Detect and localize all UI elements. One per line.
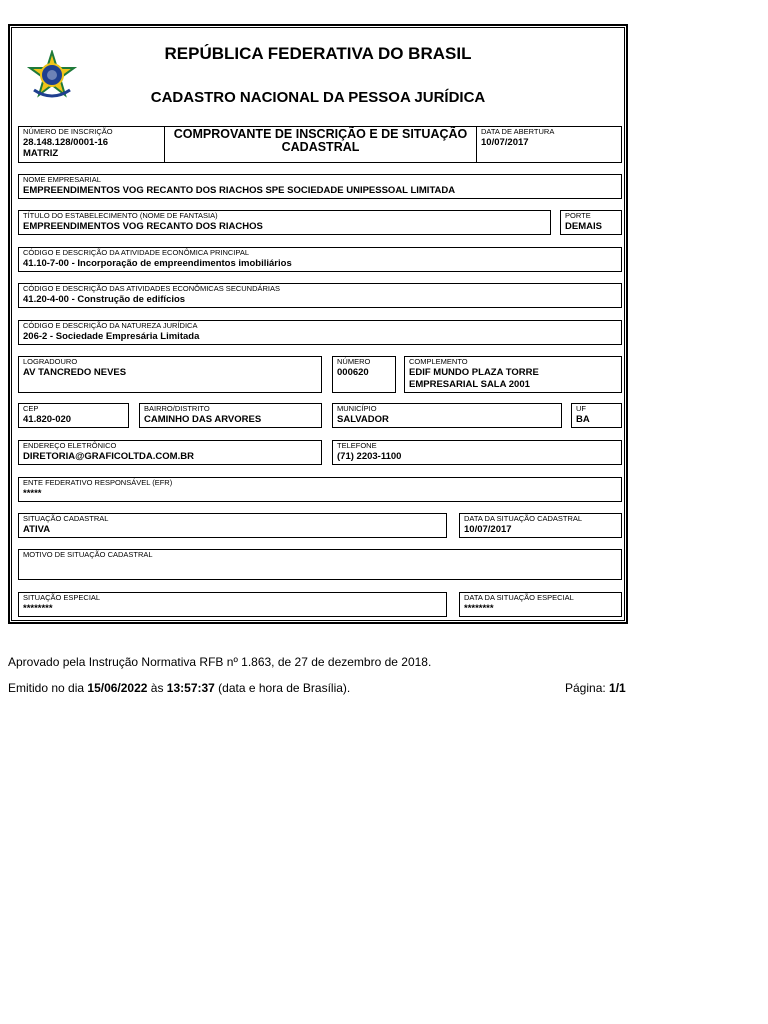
fantasia-box (18, 210, 551, 235)
situacao-box (18, 513, 447, 538)
emitted-mid: às (147, 681, 167, 695)
page-label: Página: (565, 681, 610, 695)
motivo-label: MOTIVO DE SITUAÇÃO CADASTRAL (23, 550, 153, 559)
fantasia-label: TÍTULO DO ESTABELECIMENTO (NOME DE FANTASIA) (23, 211, 218, 220)
emitted-date: 15/06/2022 (87, 681, 148, 695)
efr-box (18, 477, 622, 502)
bairro-box (139, 403, 322, 428)
natureza-juridica-label: CÓDIGO E DESCRIÇÃO DA NATUREZA JURÍDICA (23, 321, 198, 330)
complemento-label: COMPLEMENTO (409, 357, 468, 366)
atividades-secundarias-value: 41.20-4-00 - Construção de edifícios (23, 294, 186, 305)
emission-info (8, 681, 350, 695)
municipio-value: SALVADOR (337, 414, 389, 425)
numero-value: 000620 (337, 367, 369, 378)
page-value: 1/1 (609, 681, 626, 695)
uf-value: BA (576, 414, 590, 425)
bairro-label: BAIRRO/DISTRITO (144, 404, 210, 413)
logradouro-box (18, 356, 322, 393)
cep-label: CEP (23, 404, 39, 413)
atividade-principal-box (18, 247, 622, 272)
municipio-box (332, 403, 562, 428)
data-situacao-especial-box (459, 592, 622, 617)
atividades-secundarias-label: CÓDIGO E DESCRIÇÃO DAS ATIVIDADES ECONÔMICAS SECUNDÁRIAS (23, 284, 280, 293)
logradouro-value: AV TANCREDO NEVES (23, 367, 127, 378)
motivo-box (18, 549, 622, 580)
abertura-value: 10/07/2017 (481, 137, 529, 148)
emitted-prefix: Emitido no dia (8, 681, 88, 695)
document-title: COMPROVANTE DE INSCRIÇÃO E DE SITUAÇÃO CADASTRAL (173, 127, 468, 154)
inscricao-number: 28.148.128/0001-16 (23, 137, 109, 148)
emitted-suffix: (data e hora de Brasília). (214, 681, 351, 695)
logradouro-label: LOGRADOURO (23, 357, 78, 366)
data-situacao-especial-label: DATA DA SITUAÇÃO ESPECIAL (464, 593, 574, 602)
atividade-principal-value: 41.10-7-00 - Incorporação de empreendimentos imobiliários (23, 258, 292, 269)
numero-label: NÚMERO (337, 357, 371, 366)
data-situacao-value: 10/07/2017 (464, 524, 512, 535)
situacao-especial-value: ******** (23, 603, 53, 614)
efr-value: ***** (23, 488, 42, 499)
efr-label: ENTE FEDERATIVO RESPONSÁVEL (EFR) (23, 478, 173, 487)
data-situacao-especial-value: ******** (464, 603, 494, 614)
porte-value: DEMAIS (565, 221, 602, 232)
email-value: DIRETORIA@GRAFICOLTDA.COM.BR (23, 451, 194, 462)
nome-empresarial-label: NOME EMPRESARIAL (23, 175, 101, 184)
porte-label: PORTE (565, 211, 591, 220)
complemento-box (404, 356, 622, 393)
natureza-juridica-value: 206-2 - Sociedade Empresária Limitada (23, 331, 200, 342)
telefone-box (332, 440, 622, 465)
page-subtitle: CADASTRO NACIONAL DA PESSOA JURÍDICA (150, 89, 486, 106)
situacao-especial-box (18, 592, 447, 617)
inscricao-label: NÚMERO DE INSCRIÇÃO (23, 127, 113, 136)
email-label: ENDEREÇO ELETRÔNICO (23, 441, 117, 450)
approval-note: Aprovado pela Instrução Normativa RFB nº 1.863, de 27 de dezembro de 2018. (8, 655, 432, 669)
nome-empresarial-value: EMPREENDIMENTOS VOG RECANTO DOS RIACHOS SPE SOCIEDADE UNIPESSOAL LIMITADA (23, 185, 456, 196)
document-title-box (164, 126, 477, 163)
abertura-label: DATA DE ABERTURA (481, 127, 555, 136)
page-indicator (565, 681, 626, 695)
atividade-principal-label: CÓDIGO E DESCRIÇÃO DA ATIVIDADE ECONÔMICA PRINCIPAL (23, 248, 250, 257)
nome-empresarial-box (18, 174, 622, 199)
telefone-value: (71) 2203-1100 (337, 451, 402, 462)
cnpj-certificate (8, 24, 628, 624)
abertura-box (476, 126, 622, 163)
atividades-secundarias-box (18, 283, 622, 308)
email-box (18, 440, 322, 465)
porte-box (560, 210, 622, 235)
bairro-value: CAMINHO DAS ARVORES (144, 414, 262, 425)
emitted-time: 13:57:37 (166, 681, 215, 695)
cep-value: 41.820-020 (23, 414, 72, 425)
inscricao-box (18, 126, 165, 163)
natureza-juridica-box (18, 320, 622, 345)
uf-box (571, 403, 622, 428)
situacao-value: ATIVA (23, 524, 51, 535)
inscricao-type: MATRIZ (23, 148, 59, 159)
page-title: REPÚBLICA FEDERATIVA DO BRASIL (164, 44, 472, 63)
situacao-label: SITUAÇÃO CADASTRAL (23, 514, 109, 523)
data-situacao-label: DATA DA SITUAÇÃO CADASTRAL (464, 514, 583, 523)
cep-box (18, 403, 129, 428)
uf-label: UF (576, 404, 586, 413)
data-situacao-box (459, 513, 622, 538)
complemento-value: EDIF MUNDO PLAZA TORRE EMPRESARIAL SALA 2001 (409, 367, 539, 390)
situacao-especial-label: SITUAÇÃO ESPECIAL (23, 593, 101, 602)
telefone-label: TELEFONE (337, 441, 377, 450)
fantasia-value: EMPREENDIMENTOS VOG RECANTO DOS RIACHOS (23, 221, 263, 232)
municipio-label: MUNICÍPIO (337, 404, 377, 413)
numero-box (332, 356, 396, 393)
